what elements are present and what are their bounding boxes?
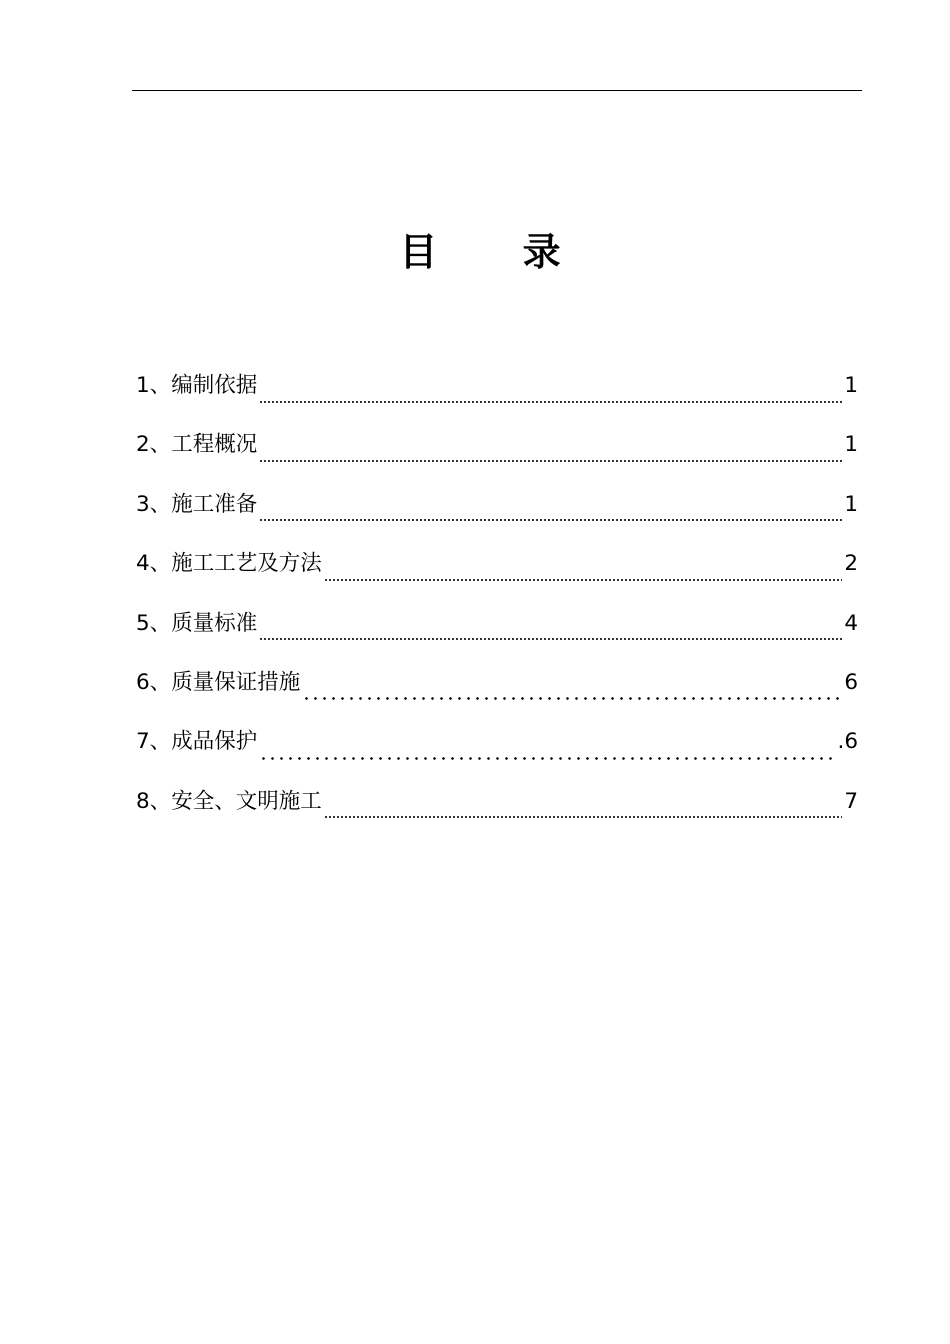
toc-entry-page: 4	[844, 610, 858, 636]
dot-leader	[302, 697, 842, 700]
dot-leader	[324, 579, 843, 581]
toc-entry-number: 1、	[136, 373, 172, 398]
toc-entry[interactable]	[136, 485, 858, 544]
toc-entry-page: 7	[844, 788, 858, 814]
toc-entry[interactable]	[136, 722, 858, 781]
toc-entry-number: 7、	[136, 729, 172, 755]
toc-entry-page: .6	[837, 729, 858, 755]
toc-entry[interactable]	[136, 663, 858, 722]
toc-entry-label: 编制依据	[171, 373, 258, 398]
toc-entry-number: 4、	[136, 551, 172, 577]
toc-entry-label: 施工工艺及方法	[171, 551, 322, 577]
toc-entry-page: 1	[844, 491, 858, 517]
toc-entry-label: 成品保护	[171, 729, 258, 755]
toc-entry[interactable]	[136, 604, 858, 663]
toc-entry[interactable]	[136, 425, 858, 484]
toc-entry-label: 安全、文明施工	[171, 788, 322, 814]
dot-leader	[259, 519, 842, 521]
toc-entry-page: 1	[844, 432, 858, 458]
toc-entry-label: 质量保证措施	[171, 669, 301, 695]
table-of-contents	[136, 366, 858, 841]
toc-entry-label: 施工准备	[171, 491, 258, 517]
dot-leader	[259, 757, 835, 760]
toc-entry-number: 8、	[136, 788, 172, 814]
toc-entry-number: 6、	[136, 669, 172, 695]
page-title: 目 录	[399, 230, 597, 274]
header-rule	[132, 90, 862, 91]
toc-entry[interactable]	[136, 366, 858, 425]
toc-entry[interactable]	[136, 544, 858, 603]
toc-entry-page: 6	[844, 669, 858, 695]
toc-entry-number: 2、	[136, 432, 172, 458]
dot-leader	[324, 816, 843, 818]
dot-leader	[259, 638, 842, 640]
dot-leader	[259, 401, 842, 403]
toc-entry-page: 1	[844, 373, 858, 398]
toc-entry[interactable]	[136, 782, 858, 841]
toc-entry-label: 工程概况	[171, 432, 258, 458]
dot-leader	[259, 460, 842, 462]
toc-entry-number: 5、	[136, 610, 172, 636]
toc-entry-number: 3、	[136, 491, 172, 517]
toc-entry-page: 2	[844, 551, 858, 577]
toc-entry-label: 质量标准	[171, 610, 258, 636]
